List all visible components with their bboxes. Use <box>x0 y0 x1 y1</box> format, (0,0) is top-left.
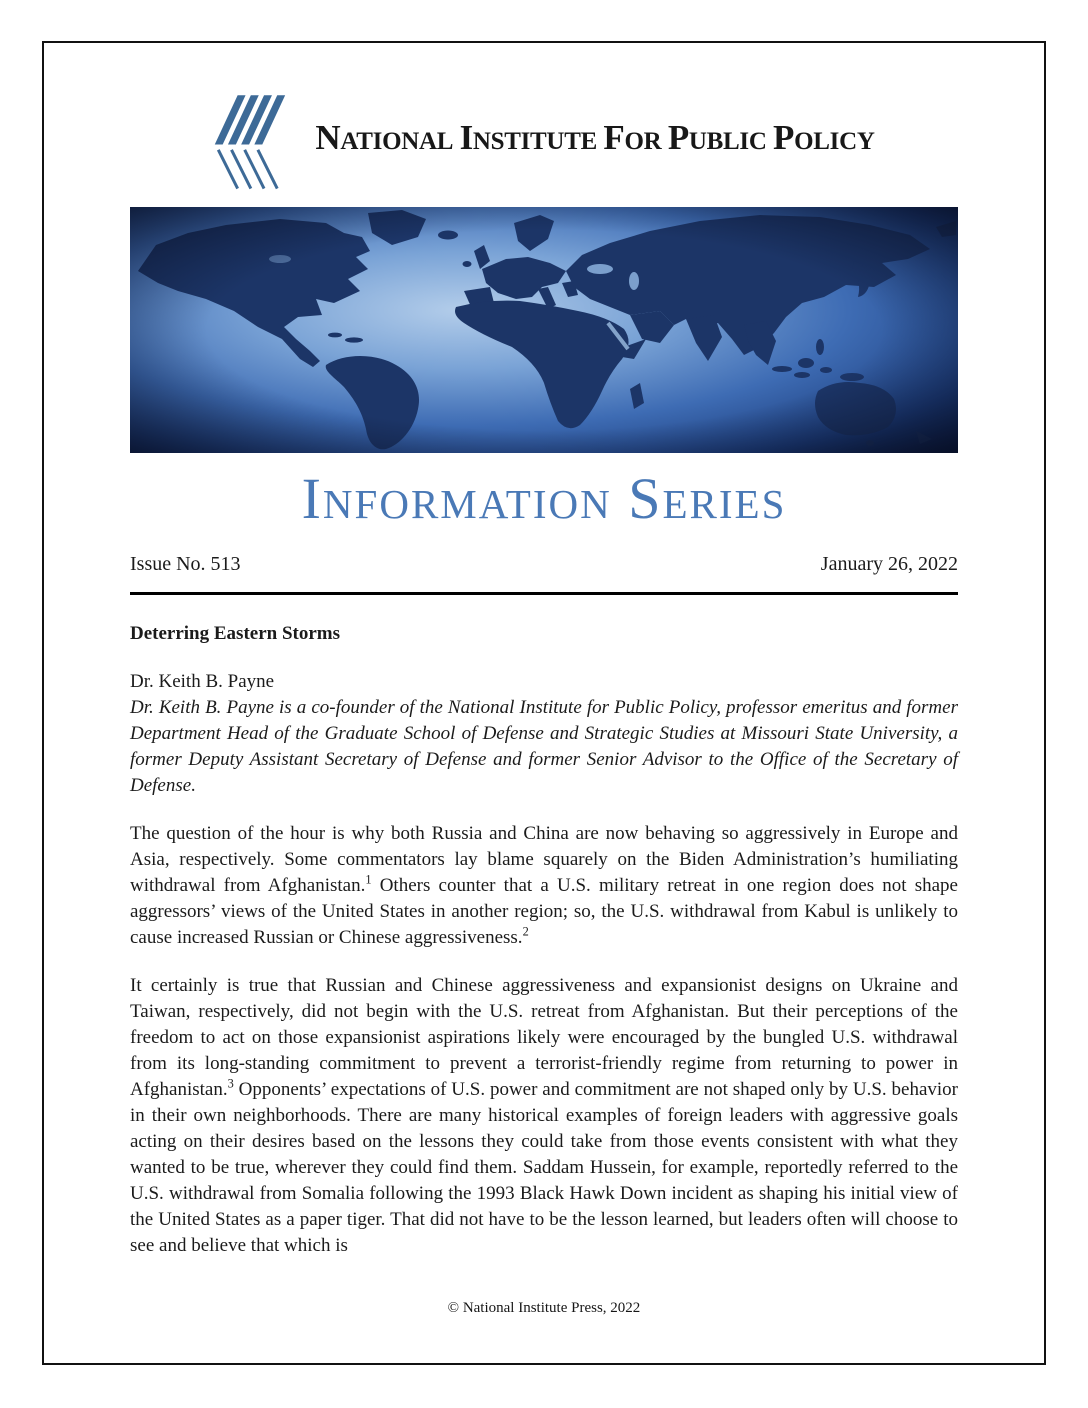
article-author: Dr. Keith B. Payne <box>130 670 275 692</box>
footer-copyright: © National Institute Press, 2022 <box>447 1300 641 1316</box>
article-title: Deterring Eastern Storms <box>130 622 341 644</box>
article-paragraphs <box>130 821 958 1259</box>
article <box>130 621 958 1259</box>
divider-rule <box>130 592 958 595</box>
article-author-bio: Dr. Keith B. Payne is a co-founder of the National Institute for Public Policy, professor emeritus and former Department Head of the Graduate School of Defense and Strategic Studies at Missouri State University, a former Deputy Assistant Secretary of Defense and former Senior Advisor to the Office of the Secretary of Defense. <box>130 696 958 796</box>
world-map-banner-image <box>130 207 958 453</box>
nipp-logo-icon <box>213 87 301 195</box>
article-paragraph: It certainly is true that Russian and Chinese aggressiveness and expansionist designs on Ukraine and Taiwan, respectively, did not begin with the U.S. retreat from Afghanistan. But their perceptions of the freedom to act on those expansionist aspirations likely were encouraged by the bungled U.S. withdrawal from its long-standing commitment to prevent a terrorist-friendly regime from returning to power in Afghanistan.$^3$ Opponents’ expectations of U.S. power and commitment are not shaped only by U.S. behavior in their own neighborhoods. There are many historical examples of foreign leaders with aggressive goals acting on their desires based on the lessons they could take from those events consistent with what they wanted to be true, wherever they could find them. Saddam Hussein, for example, reportedly referred to the U.S. withdrawal from Somalia following the 1993 Black Hawk Down incident as shaping his initial view of the United States as a paper tiger. That did not have to be the lesson learned, but leaders often will choose to see and believe that which is <box>130 974 958 1256</box>
series-title: Information Series <box>301 466 787 531</box>
issue-number: Issue No. 513 <box>130 552 241 575</box>
issue-row <box>130 553 958 576</box>
document-page <box>42 41 1046 1365</box>
footnote-marker: 2 <box>522 924 529 939</box>
footnote-marker: 3 <box>227 1076 234 1091</box>
footnote-marker: 1 <box>365 872 372 887</box>
article-paragraph: The question of the hour is why both Russia and China are now behaving so aggressively in Europe and Asia, respectively. Some commentators lay blame squarely on the Biden Administration’s humiliating withdrawal from Afghanistan.$^1$ Others counter that a U.S. military retreat in one region does not shape aggressors’ views of the United States in another region; so, the U.S. withdrawal from Kabul is unlikely to cause increased Russian or Chinese aggressiveness.$^2$ <box>130 822 958 948</box>
issue-date: January 26, 2022 <box>820 552 958 575</box>
org-wordmark: National Institute For Public Policy <box>315 118 875 157</box>
org-header <box>130 85 958 197</box>
